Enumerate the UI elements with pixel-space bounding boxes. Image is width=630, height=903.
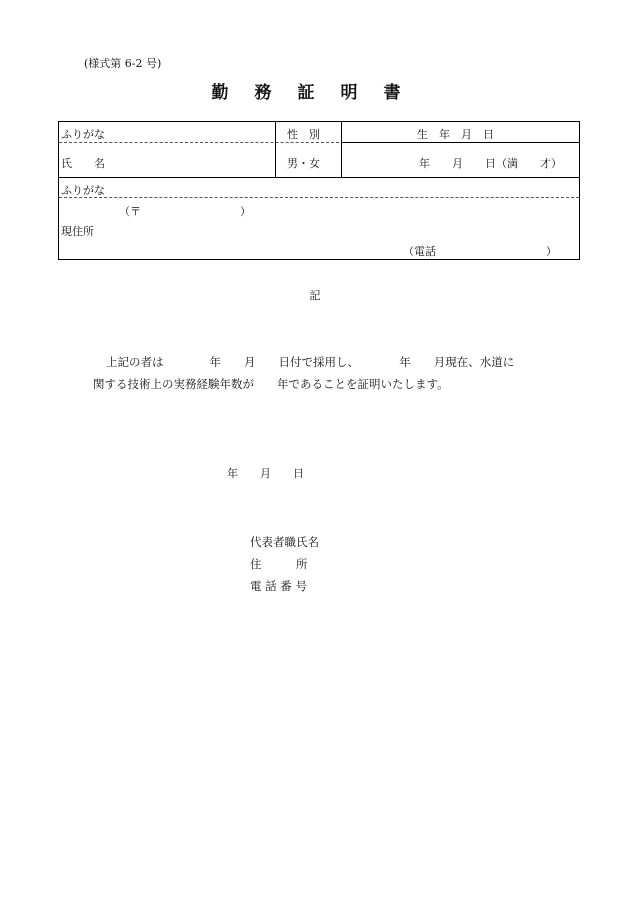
furigana-label-2: ふりがな [61, 184, 105, 197]
furigana-label: ふりがな [61, 128, 105, 141]
form-number: (様式第 6-2 号) [84, 57, 162, 70]
address-label-sig: 住 所 [250, 557, 308, 571]
postal-code: （〒 ） [119, 205, 251, 218]
address-label: 現住所 [61, 225, 94, 238]
col-divider-2 [341, 122, 342, 177]
applicant-info-table [58, 121, 580, 260]
phone-field: （電話 ） [403, 245, 557, 258]
col-divider-1 [275, 122, 276, 177]
certification-line-1: 上記の者は 年 月 日付で採用し、 年 月現在、水道に [106, 355, 515, 369]
gender-label: 性 別 [287, 128, 320, 141]
row-divider [59, 177, 579, 178]
birth-value: 年 月 日（満 才） [419, 157, 562, 170]
certification-line-2: 関する技術上の実務経験年数が 年であることを証明いたします。 [93, 377, 449, 391]
ki-heading: 記 [309, 289, 321, 302]
birth-header-divider [341, 142, 579, 143]
document-title: 勤務証明書 [211, 83, 427, 103]
birth-label: 生 年 月 日 [417, 128, 494, 141]
issue-date: 年 月 日 [227, 467, 304, 480]
representative-label: 代表者職氏名 [250, 535, 319, 549]
gender-options: 男・女 [287, 157, 320, 170]
furigana-divider-2 [59, 197, 579, 198]
phone-label-sig: 電 話 番 号 [250, 579, 307, 593]
name-label: 氏 名 [61, 157, 105, 170]
furigana-divider [59, 142, 339, 143]
